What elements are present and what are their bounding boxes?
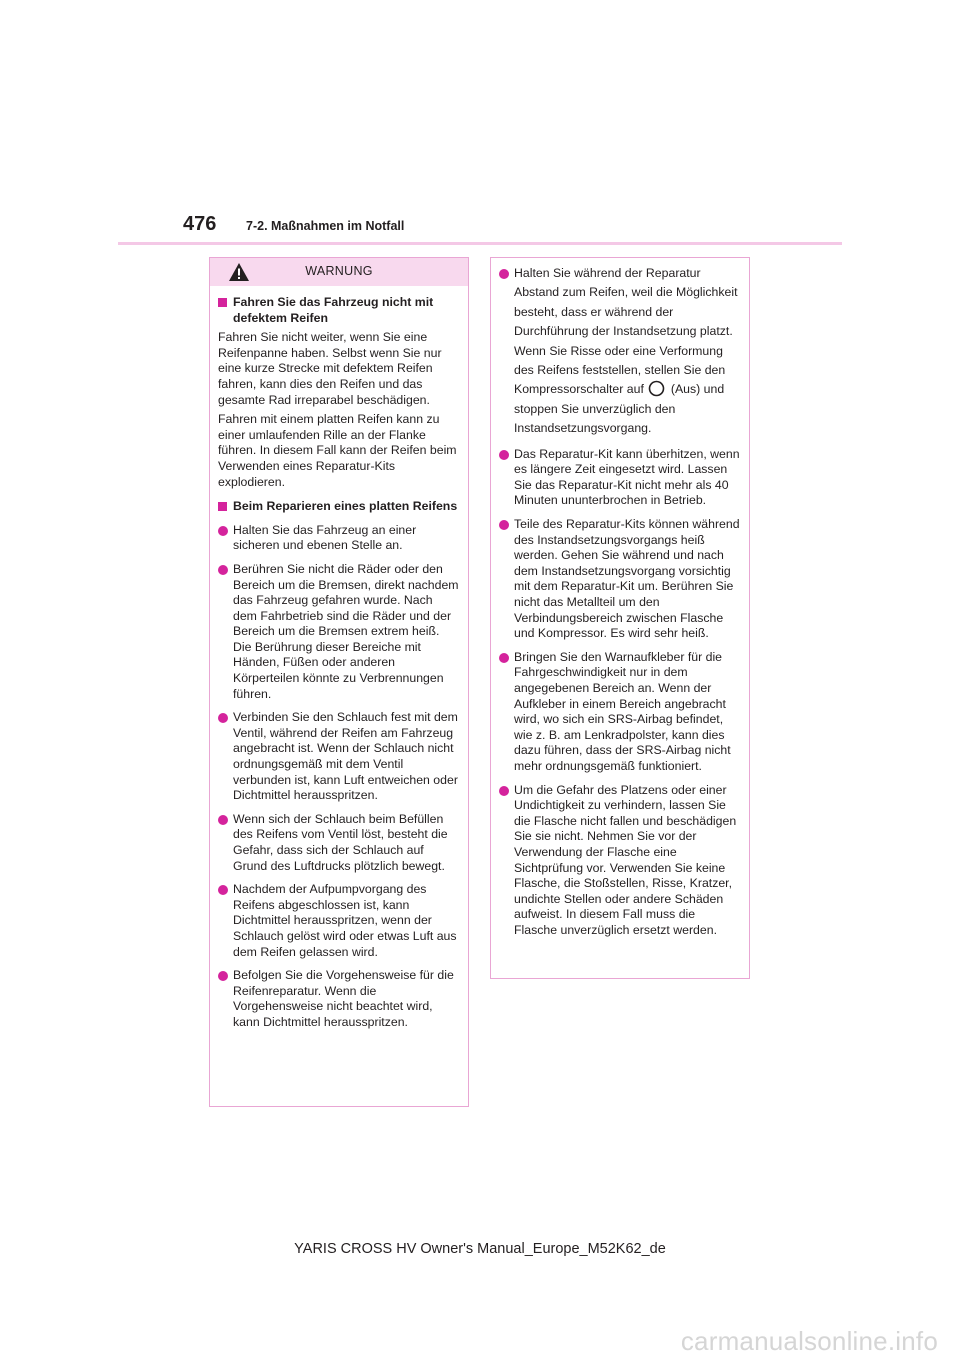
warning-header <box>210 258 468 286</box>
warning-box-right <box>490 257 750 979</box>
list-item <box>499 783 740 939</box>
round-bullet-icon <box>218 526 228 536</box>
square-bullet-icon <box>218 502 227 511</box>
round-bullet-icon <box>499 653 509 663</box>
list-item <box>218 562 459 702</box>
list-item <box>218 812 459 874</box>
warning-content-left <box>210 286 468 1031</box>
header-rule <box>118 242 842 245</box>
footer-manual-title: YARIS CROSS HV Owner's Manual_Europe_M52K62_de <box>294 1241 666 1257</box>
list-item-text: Teile des Reparatur-Kits können während des Instandsetzungsvorgangs heiß werden. Gehen Sie während und nach dem Instandsetzungsvorgang vorsichtig mit dem Reparatur-Kit um. Berühren Sie nicht das Metallteil um den Verbindungsbereich zwischen Flasche und Kompressor. Es wird sehr heiß. <box>514 517 740 641</box>
round-bullet-icon <box>499 786 509 796</box>
warning-box-left <box>209 257 469 1107</box>
list-item-text: Um die Gefahr des Platzens oder einer Undichtigkeit zu verhindern, lassen Sie die Flasche nicht fallen und beschädigen Sie sie nicht. Nehmen Sie vor der Verwendung der Flasche eine Sichtprüfung vor. Verwenden Sie keine Flasche, die Stoßstellen, Risse, Kratzer, undichte Stellen oder andere Schäden aufweist. In diesem Fall muss die Flasche unverzüglich ersetzt werden. <box>514 782 737 937</box>
list-item <box>218 882 459 960</box>
list-item-text: Wenn sich der Schlauch beim Befüllen des Reifens vom Ventil löst, besteht die Gefahr, dass sich der Schlauch auf Grund des Luftdrucks plötzlich bewegt. <box>233 811 448 873</box>
warning-title: WARNUNG <box>305 264 373 279</box>
list-item <box>218 968 459 1030</box>
section-heading <box>218 499 459 515</box>
paragraph: Fahren mit einem platten Reifen kann zu einer umlaufenden Rille an der Flanke führen. In diesem Fall kann der Reifen beim Verwenden eines Reparatur-Kits explodieren. <box>218 412 457 489</box>
round-bullet-icon <box>499 269 509 279</box>
list-item-text-part: (Aus) und stoppen Sie unverzüglich den Instandsetzungsvorgang. <box>514 382 725 436</box>
list-item-text <box>514 264 740 439</box>
list-item-text: Bringen Sie den Warnaufkleber für die Fahrgeschwindigkeit nur in dem angegebenen Bereich an. Wenn der Aufkleber in einem Bereich angebracht wird, wo sich ein SRS-Airbag befindet, wie z. B. am Lenkradpolster, kann dies dazu führen, dass der SRS-Airbag nicht mehr ordnungsgemäß funktioniert. <box>514 649 731 773</box>
list-item <box>499 517 740 642</box>
section-heading <box>218 295 459 326</box>
round-bullet-icon <box>499 520 509 530</box>
round-bullet-icon <box>218 971 228 981</box>
list-item-text: Nachdem der Aufpumpvorgang des Reifens abgeschlossen ist, kann Dichtmittel herausspritzen, wenn der Schlauch gelöst wird oder etwas Luft aus dem Reifen gelassen wird. <box>233 882 457 959</box>
paragraph: Fahren Sie nicht weiter, wenn Sie eine Reifenpanne haben. Selbst wenn Sie nur eine kurze Strecke mit defektem Reifen fahren, kann dies den Reifen und das gesamte Rad irreparabel beschädigen. <box>218 330 442 407</box>
watermark[interactable]: carmanualsonline.info <box>680 1326 938 1356</box>
square-bullet-icon <box>218 298 227 307</box>
list-item-text: Verbinden Sie den Schlauch fest mit dem Ventil, während der Reifen am Fahrzeug angebracht ist. Wenn der Schlauch nicht ordnungsgemäß mit dem Ventil verbunden ist, kann Luft entweichen oder Dichtmittel herausspritzen. <box>233 710 458 803</box>
list-item <box>499 447 740 509</box>
list-item <box>499 264 740 439</box>
section-heading-text: Fahren Sie das Fahrzeug nicht mit defektem Reifen <box>233 295 434 325</box>
round-bullet-icon <box>218 565 228 575</box>
list-item <box>218 523 459 554</box>
round-bullet-icon <box>499 450 509 460</box>
round-bullet-icon <box>218 713 228 723</box>
list-item-text: Das Reparatur-Kit kann überhitzen, wenn es längere Zeit eingesetzt wird. Lassen Sie das Reparatur-Kit nicht mehr als 40 Minuten ununterbrochen in Betrieb. <box>514 446 740 508</box>
round-bullet-icon <box>218 815 228 825</box>
warning-triangle-icon <box>228 262 250 282</box>
off-circle-icon <box>648 380 665 397</box>
page-number: 476 <box>183 213 217 235</box>
list-item-text: Befolgen Sie die Vorgehensweise für die Reifenreparatur. Wenn die Vorgehensweise nicht beachtet wird, kann Dichtmittel herausspritzen. <box>233 968 454 1029</box>
section-heading-text: Beim Reparieren eines platten Reifens <box>233 499 458 514</box>
list-item-text: Berühren Sie nicht die Räder oder den Bereich um die Bremsen, direkt nachdem das Fahrzeug gefahren wurde. Nach dem Fahrbetrieb sind die Räder und der Bereich um die Bremsen extrem heiß. Die Berührung dieser Bereiche mit Händen, Füßen oder anderen Körperteilen könnte zu Verbrennungen führen. <box>233 561 459 701</box>
list-item <box>499 650 740 775</box>
warning-content-right <box>491 258 749 938</box>
round-bullet-icon <box>218 885 228 895</box>
list-item-text-part: Halten Sie während der Reparatur Abstand zum Reifen, weil die Möglichkeit besteht, dass er während der Durchführung der Instandsetzung platzt. Wenn Sie Risse oder eine Verformung des Reifens feststellen, stellen Sie den Kompressorschalter auf <box>514 266 738 397</box>
list-item <box>218 710 459 804</box>
section-title: 7-2. Maßnahmen im Notfall <box>246 219 405 233</box>
list-item-text: Halten Sie das Fahrzeug an einer sicheren und ebenen Stelle an. <box>233 522 417 553</box>
